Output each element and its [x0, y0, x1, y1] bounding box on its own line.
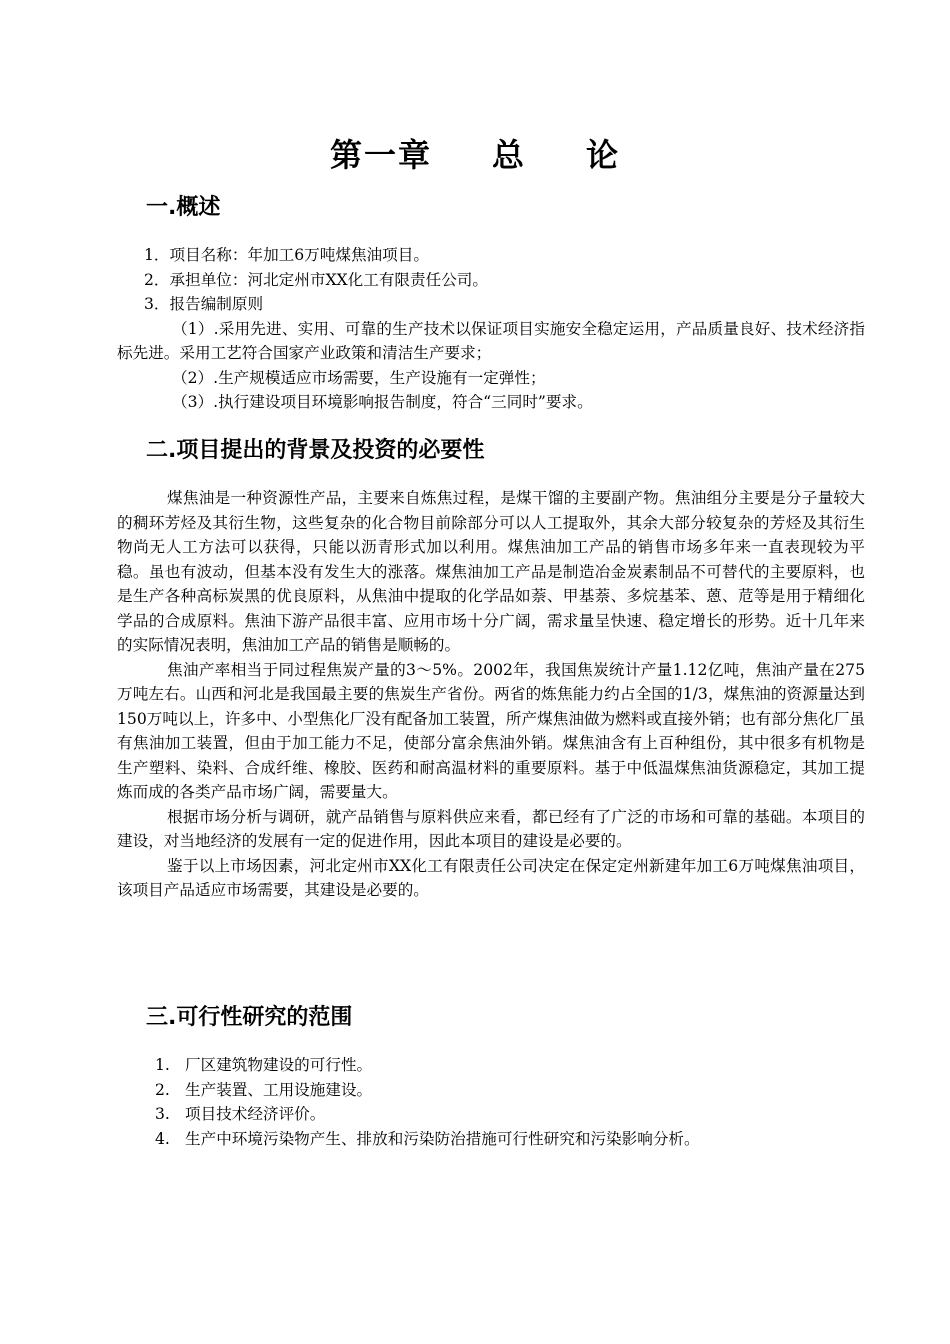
section2-paragraph-1: 煤焦油是一种资源性产品，主要来自炼焦过程，是煤干馏的主要副产物。焦油组分主要是分子量较大的稠环芳烃及其衍生物，这些复杂的化合物目前除部分可以人工提取外，其余大部分较复杂的芳烃及其衍生物尚无人工方法可以获得，只能以沥青形式加以利用。煤焦油加工产品的销售市场多年来一直表现较为平稳。虽也有波动，但基本没有发生大的涨落。煤焦油加工产品是制造冶金炭素制品不可替代的主要原料，也是生产各种高标炭黑的优良原料，从焦油中提取的化学品如萘、甲基萘、多烷基苯、蒽、苊等是用于精细化学品的合成原料。焦油下游产品很丰富、应用市场十分广阔，需求量呈快速、稳定增长的形势。近十几年来的实际情况表明，焦油加工产品的销售是顺畅的。: [117, 489, 865, 654]
section2-paragraph-2: 焦油产率相当于同过程焦炭产量的3～5%。2002年，我国焦炭统计产量1.12亿吨，焦油产量在275万吨左右。山西和河北是我国最主要的焦炭生产省份。两省的炼焦能力约占全国的1/3，煤焦油的资源量达到150万吨以上，许多中、小型焦化厂没有配备加工装置，所产煤焦油做为燃料或直接外销；也有部分焦化厂虽有焦油加工装置，但由于加工能力不足，使部分富余焦油外销。煤焦油含有上百种组份，其中很多有机物是生产塑料、染料、合成纤维、橡胶、医药和耐高温材料的重要原料。基于中低温煤焦油货源稳定，其加工提炼而成的各类产品市场广阔，需要量大。: [117, 660, 865, 801]
section3-heading: 三.可行性研究的范围: [146, 1005, 353, 1030]
section1-heading: 一.概述: [146, 195, 221, 220]
section2-paragraph-4: 鉴于以上市场因素，河北定州市XX化工有限责任公司决定在保定定州新建年加工6万吨煤焦油项目，该项目产品适应市场需要，其建设是必要的。: [117, 856, 865, 899]
chapter-title-part1: 第一章: [329, 136, 432, 174]
principle-1: （1）.采用先进、实用、可靠的生产技术以保证项目实施安全稳定运用，产品质量良好、技术经济指标先进。采用工艺符合国家产业政策和清洁生产要求；: [117, 319, 865, 362]
section1-item-1: 1．项目名称：年加工6万吨煤焦油项目。: [144, 246, 429, 264]
section2-heading: 二.项目提出的背景及投资的必要性: [146, 438, 485, 463]
chapter-title: [0, 130, 950, 176]
section1-item-3: 3．报告编制原则: [144, 295, 264, 313]
chapter-title-part3: 论: [586, 136, 621, 174]
chapter-title-part2: 总: [491, 136, 526, 174]
list-item: 3. 项目技术经济评价。: [155, 1105, 326, 1123]
list-item: 4. 生产中环境污染物产生、排放和污染防治措施可行性研究和污染影响分析。: [155, 1129, 700, 1148]
section2-paragraph-3: 根据市场分析与调研，就产品销售与原料供应来看，都已经有了广泛的市场和可靠的基础。本项目的建设，对当地经济的发展有一定的促进作用，因此本项目的建设是必要的。: [117, 807, 865, 850]
section1-body: [117, 243, 865, 415]
section2-body: [117, 486, 865, 903]
section1-item-2: 2．承担单位：河北定州市XX化工有限责任公司。: [144, 270, 488, 289]
list-item: 1. 厂区建筑物建设的可行性。: [155, 1056, 373, 1074]
list-item: 2. 生产装置、工用设施建设。: [155, 1080, 373, 1099]
principle-2: （2）.生产规模适应市场需要，生产设施有一定弹性；: [172, 368, 546, 387]
section3-list: [117, 1053, 865, 1151]
principle-3: （3）.执行建设项目环境影响报告制度，符合“三同时”要求。: [172, 393, 593, 411]
